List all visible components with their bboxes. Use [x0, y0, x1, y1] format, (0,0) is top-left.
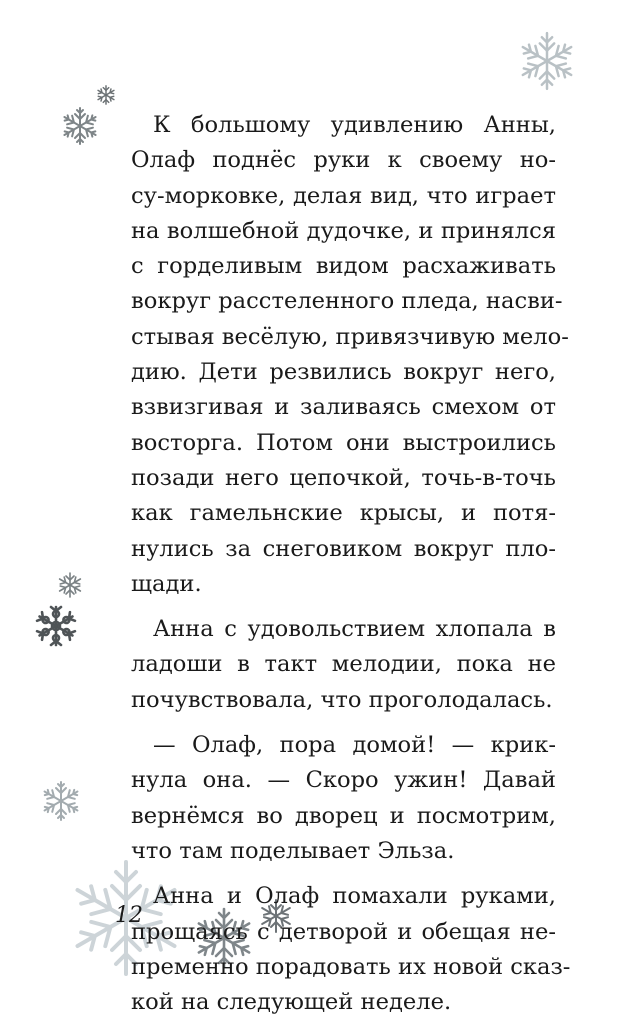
paragraph	[131, 612, 556, 718]
paragraph	[131, 728, 556, 869]
text-line: дию. Дети резвились вокруг него,	[131, 359, 556, 386]
snowflake-icon	[40, 780, 82, 822]
text-line: нула она. — Скоро ужин! Давай	[131, 767, 556, 794]
snowflake-icon	[95, 84, 117, 106]
text-line: Анна и Олаф помахали руками,	[153, 883, 556, 910]
snowflake-icon	[56, 571, 84, 599]
text-line: на волшебной дудочке, и принялся	[131, 217, 556, 244]
body-text	[131, 108, 571, 1020]
snowflake-icon	[60, 106, 100, 146]
text-line: восторга. Потом они выстроились	[131, 429, 556, 456]
text-line: вернёмся во дворец и посмотрим,	[131, 802, 556, 829]
text-line: с горделивым видом расхаживать	[131, 253, 556, 280]
text-line: щади.	[131, 570, 202, 597]
text-line: почувствовала, что проголодалась.	[131, 686, 553, 713]
text-line: Анна с удовольствием хлопала в	[153, 616, 556, 643]
text-line: взвизгивая и заливаясь смехом от	[131, 394, 556, 421]
text-line: что там поделывает Эльза.	[131, 837, 455, 864]
text-line: ладоши в такт мелодии, пока не	[131, 651, 556, 678]
text-line: — Олаф, пора домой! — крик-	[153, 732, 556, 759]
text-line: нулись за снеговиком вокруг пло-	[131, 535, 556, 562]
text-line: кой на следующей неделе.	[131, 989, 452, 1016]
text-line: стывая весёлую, привязчивую мело-	[131, 323, 569, 350]
text-line: как гамельнские крысы, и потя-	[131, 500, 556, 527]
text-line: су-морковке, делая вид, что играет	[131, 182, 556, 209]
snowflake-icon	[34, 604, 78, 648]
snowflake-icon	[516, 30, 578, 92]
paragraph	[131, 879, 571, 1020]
text-line: прощаясь с детворой и обещая не-	[131, 918, 556, 945]
text-line: позади него цепочкой, точь-в-точь	[131, 464, 556, 491]
text-line: вокруг расстеленного пледа, насви-	[131, 288, 563, 315]
text-line: К большому удивлению Анны,	[153, 112, 556, 138]
text-line: пременно порадовать их новой сказ-	[131, 953, 571, 980]
paragraph	[131, 108, 569, 602]
page-number: 12	[115, 903, 143, 928]
text-line: Олаф поднёс руки к своему но-	[131, 147, 556, 174]
